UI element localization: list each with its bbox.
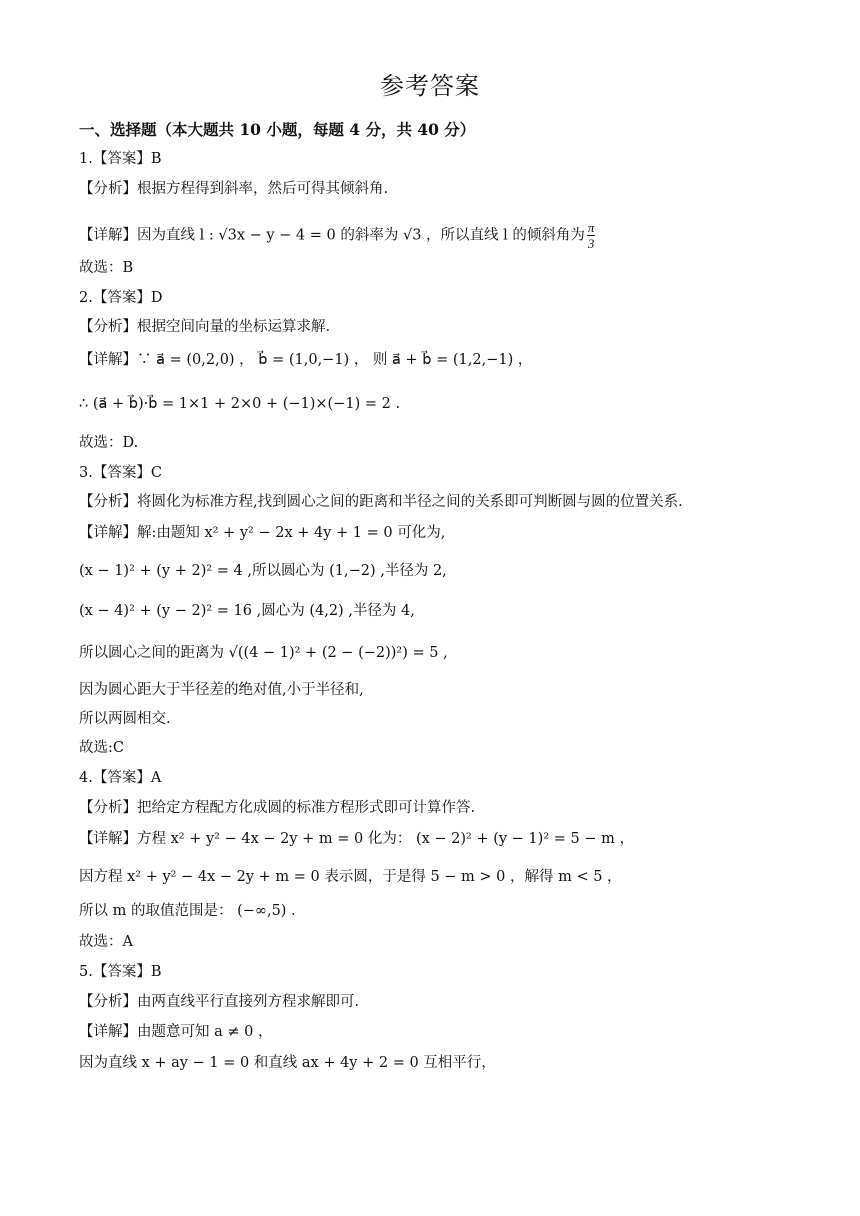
choice-3: 故选:C bbox=[79, 740, 124, 756]
pi-over-3-fraction bbox=[587, 220, 596, 251]
answer-1: 1.【答案】B bbox=[79, 151, 162, 167]
analysis-3: 【分析】将圆化为标准方程,找到圆心之间的距离和半径之间的关系即可判断圆与圆的位置关系. bbox=[79, 494, 683, 510]
detail-5-lines: 因为直线 x + ay − 1 = 0 和直线 ax + 4y + 2 = 0 互相平行， bbox=[79, 1055, 496, 1071]
detail-3-distance: 所以圆心之间的距离为 √((4 − 1)² + (2 − (−2))²) = 5 , bbox=[79, 645, 448, 661]
answer-5: 5.【答案】B bbox=[79, 964, 162, 980]
detail-3-reason: 因为圆心距大于半径差的绝对值,小于半径和, bbox=[79, 682, 364, 698]
section-heading: 一、选择题（本大题共 10 小题，每题 4 分，共 40 分） bbox=[79, 120, 476, 139]
detail-3-circle-2: (x − 4)² + (y − 2)² = 16 ,圆心为 (4,2) ,半径为 4, bbox=[79, 603, 415, 619]
choice-2: 故选：D. bbox=[79, 435, 139, 451]
detail-4: 【详解】方程 x² + y² − 4x − 2y + m = 0 化为： (x − 2)² + (y − 1)² = 5 − m ， bbox=[79, 831, 634, 847]
detail-3: 【详解】解:由题知 x² + y² − 2x + 4y + 1 = 0 可化为, bbox=[79, 525, 446, 541]
answer-3: 3.【答案】C bbox=[79, 465, 162, 481]
detail-2-calc: ∴ (a⃗ + b⃗)·b⃗ = 1×1 + 2×0 + (−1)×(−1) = 2 . bbox=[79, 396, 401, 412]
page-title: 参考答案 bbox=[380, 72, 480, 100]
detail-3-circle-1: (x − 1)² + (y + 2)² = 4 ,所以圆心为 (1,−2) ,半径为 2, bbox=[79, 563, 447, 579]
detail-5: 【详解】由题意可知 a ≠ 0 ， bbox=[79, 1024, 273, 1040]
fraction-numerator: π bbox=[587, 220, 595, 235]
choice-1: 故选：B bbox=[79, 260, 134, 276]
detail-3-conclusion: 所以两圆相交. bbox=[79, 711, 171, 727]
analysis-1: 【分析】根据方程得到斜率，然后可得其倾斜角. bbox=[79, 181, 389, 197]
analysis-4: 【分析】把给定方程配方化成圆的标准方程形式即可计算作答. bbox=[79, 800, 476, 816]
choice-4: 故选：A bbox=[79, 934, 133, 950]
analysis-2: 【分析】根据空间向量的坐标运算求解. bbox=[79, 319, 331, 335]
analysis-5: 【分析】由两直线平行直接列方程求解即可. bbox=[79, 994, 360, 1010]
answer-2: 2.【答案】D bbox=[79, 290, 163, 306]
fraction-denominator: 3 bbox=[587, 236, 595, 251]
answer-4: 4.【答案】A bbox=[79, 770, 162, 786]
detail-2: 【详解】∵ a⃗ = (0,2,0) ， b⃗ = (1,0,−1) ， 则 a⃗ + b⃗ = (1,2,−1) ， bbox=[79, 352, 533, 368]
detail-1-text: 【详解】因为直线 l : √3x − y − 4 = 0 的斜率为 √3 ，所以直线 l 的倾斜角为 bbox=[79, 227, 585, 244]
detail-4-condition: 因方程 x² + y² − 4x − 2y + m = 0 表示圆，于是得 5 − m > 0 ，解得 m < 5 ， bbox=[79, 869, 622, 885]
detail-1 bbox=[79, 220, 595, 251]
detail-4-range: 所以 m 的取值范围是： (−∞,5) . bbox=[79, 903, 296, 919]
